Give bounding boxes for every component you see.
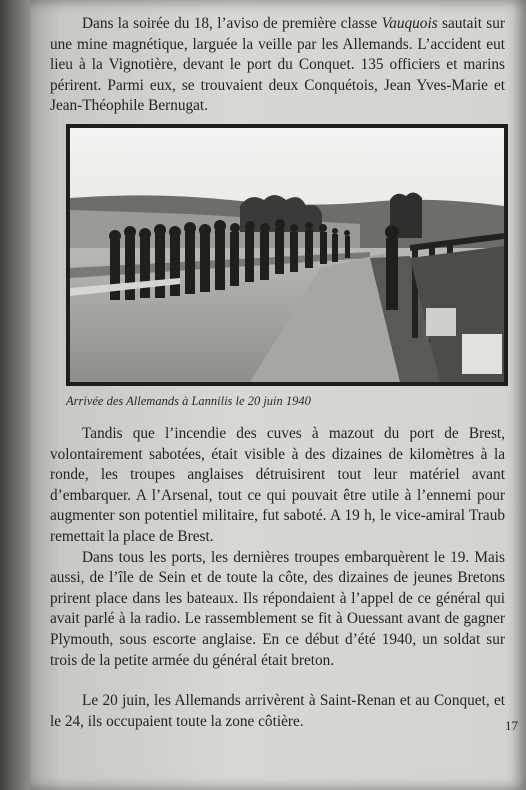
intro-text-end: sautait sur une mine magnétique, larguée la veille par les Allemands. L’accident eut lieu à la Vignotière, devant le port du Conquet. 135 officiers et marins périrent. Parmi eux, se trouvaient deux Conquétois, Jean Yves-Marie et Jean-Théophile Bernugat. [50, 15, 505, 115]
page-number: 17 [505, 718, 518, 733]
intro-paragraph [50, 14, 505, 117]
paragraph-arsenal: Tandis que l’incendie des cuves à mazout du port de Brest, volontairement sabotées, était visible à des dizaines de kilomètres à la ronde, les troupes anglaises détruisirent tout leur matériel avant d’embarquer. A l’Arsenal, tout ce qui pouvait être utile à l’ennemi pour augmenter son potentiel militaire, fut saboté. A 19 h, le vice-amiral Traub remettait la place de Brest. [50, 425, 505, 545]
paragraph-june-20: Le 20 juin, les Allemands arrivèrent à Saint-Renan et au Conquet, et le 24, ils occupaient toute la zone côtière. [50, 692, 505, 730]
intro-text-start: Dans la soirée du 18, l’aviso de première classe [82, 15, 382, 32]
body-text [50, 424, 505, 732]
historical-photograph [66, 124, 508, 386]
paragraph-ports: Dans tous les ports, les dernières troupes embarquèrent le 19. Mais aussi, de l’île de Sein et de toute la côte, des dizaines de jeunes Bretons prirent place dans les bateaux. Ils répondaient à l’appel de ce général qui avait parlé à la radio. Le rassemblement se fit à Ouessant avant de gagner Plymouth, sous escorte anglaise. En ce début d’été 1940, un soldat sur trois de la petite armée du général était breton. [50, 548, 505, 669]
photo-image [70, 128, 504, 382]
ship-name: Vauquois [381, 15, 438, 32]
photo-caption: Arrivée des Allemands à Lannilis le 20 juin 1940 [66, 394, 311, 408]
book-binding [0, 0, 30, 790]
